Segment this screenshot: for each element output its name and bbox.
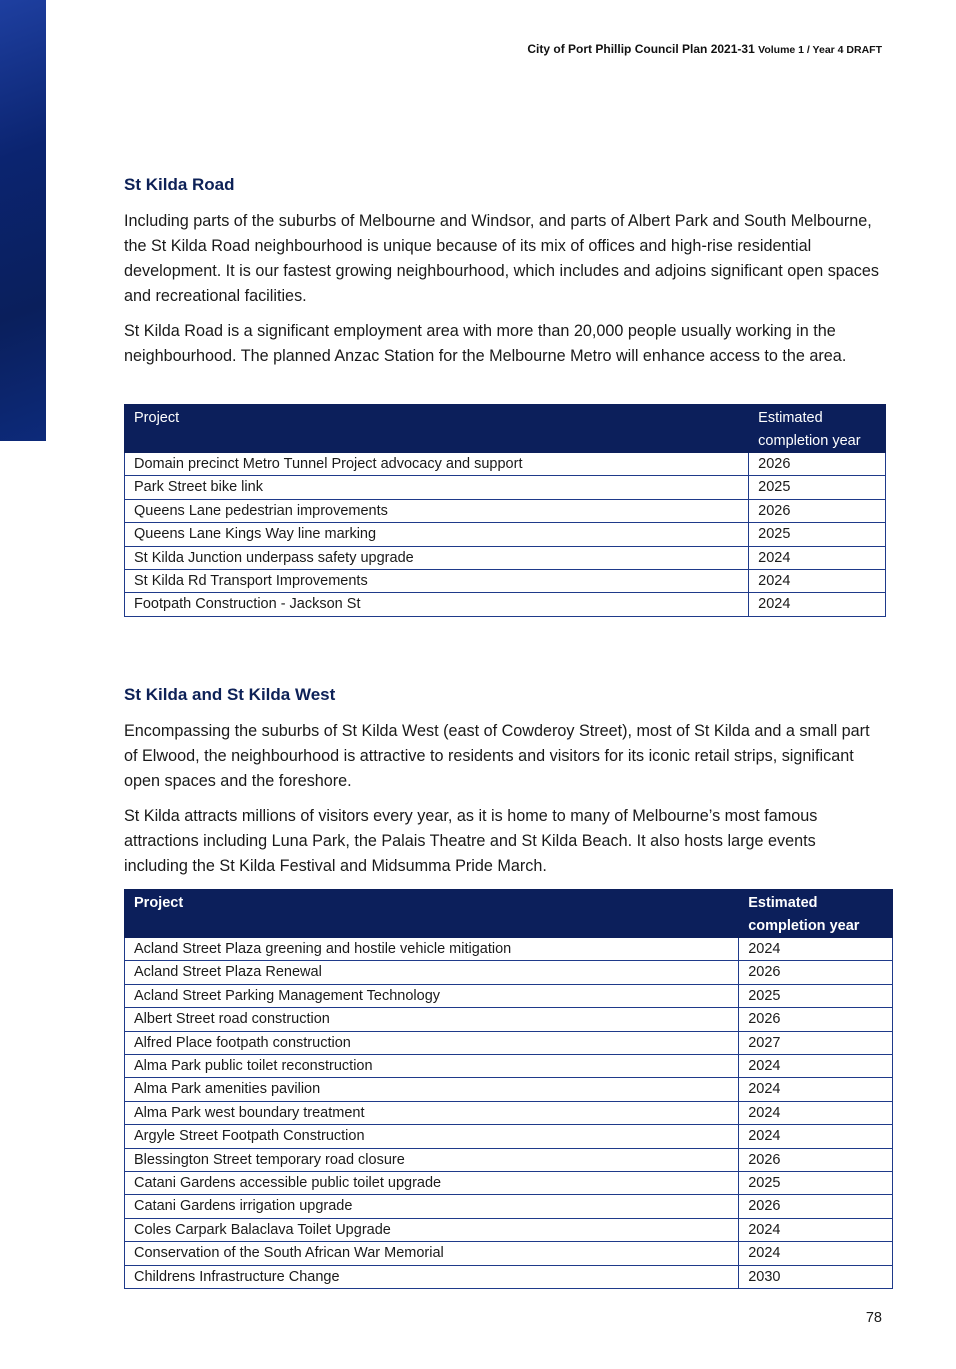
project-cell: Queens Lane pedestrian improvements (125, 499, 749, 522)
year-cell: 2026 (749, 499, 886, 522)
table-row (125, 453, 886, 476)
project-cell: Acland Street Plaza greening and hostile vehicle mitigation (125, 938, 739, 961)
project-cell: Domain precinct Metro Tunnel Project advocacy and support (125, 453, 749, 476)
table-row (125, 938, 893, 961)
year-cell: 2024 (739, 1242, 893, 1265)
table-row (125, 1125, 893, 1148)
project-cell: Argyle Street Footpath Construction (125, 1125, 739, 1148)
project-cell: St Kilda Rd Transport Improvements (125, 570, 749, 593)
table-row (125, 1218, 893, 1241)
table-row (125, 523, 886, 546)
project-cell: Conservation of the South African War Memorial (125, 1242, 739, 1265)
section1-paragraph-2: St Kilda Road is a significant employment area with more than 20,000 people usually working in the neighbourhood. The planned Anzac Station for the Melbourne Metro will enhance access to the area. (124, 322, 847, 365)
project-cell: Footpath Construction - Jackson St (125, 593, 749, 616)
year-cell: 2026 (739, 1195, 893, 1218)
page-header (527, 42, 882, 56)
st-kilda-road-projects-table (124, 404, 886, 617)
section2-paragraph-1: Encompassing the suburbs of St Kilda West (east of Cowderoy Street), most of St Kilda and a small part of Elwood, the neighbourhood is attractive to residents and visitors for its iconic retail strips, significant open spaces and the foreshore. (124, 722, 870, 790)
side-accent-bar (0, 0, 46, 441)
year-cell: 2024 (749, 570, 886, 593)
table-row (125, 1265, 893, 1288)
year-cell: 2026 (739, 961, 893, 984)
table-row (125, 1008, 893, 1031)
table-row (125, 546, 886, 569)
year-cell: 2024 (739, 1218, 893, 1241)
project-cell: Acland Street Parking Management Technology (125, 984, 739, 1007)
project-cell: Acland Street Plaza Renewal (125, 961, 739, 984)
year-cell: 2025 (739, 1172, 893, 1195)
year-cell: 2024 (749, 593, 886, 616)
header-subtitle: Volume 1 / Year 4 DRAFT (758, 44, 882, 56)
table-row (125, 499, 886, 522)
table-row (125, 1172, 893, 1195)
year-cell: 2027 (739, 1031, 893, 1054)
year-cell: 2024 (749, 546, 886, 569)
project-cell: Blessington Street temporary road closure (125, 1148, 739, 1171)
column-header-completion: Estimated completion year (749, 405, 886, 453)
year-cell: 2026 (739, 1148, 893, 1171)
project-cell: Alma Park public toilet reconstruction (125, 1055, 739, 1078)
table-header-row (125, 405, 886, 453)
year-cell: 2024 (739, 938, 893, 961)
column-header-project: Project (125, 890, 739, 938)
year-cell: 2025 (749, 523, 886, 546)
table-row (125, 961, 893, 984)
year-cell: 2024 (739, 1055, 893, 1078)
section1-paragraph-1: Including parts of the suburbs of Melbourne and Windsor, and parts of Albert Park and South Melbourne, the St Kilda Road neighbourhood is unique because of its mix of offices and high-rise residential development. It is our fastest growing neighbourhood, which includes and adjoins significant open spaces and recreational facilities. (124, 212, 879, 305)
column-header-project: Project (125, 405, 749, 453)
year-cell: 2025 (739, 984, 893, 1007)
project-cell: Albert Street road construction (125, 1008, 739, 1031)
table-row (125, 1078, 893, 1101)
year-cell: 2025 (749, 476, 886, 499)
table-row (125, 1195, 893, 1218)
table-row (125, 1031, 893, 1054)
table-row (125, 984, 893, 1007)
project-cell: Queens Lane Kings Way line marking (125, 523, 749, 546)
section-title-st-kilda-west: St Kilda and St Kilda West (124, 685, 336, 704)
section2-paragraph-2: St Kilda attracts millions of visitors every year, as it is home to many of Melbourne’s most famous attractions including Luna Park, the Palais Theatre and St Kilda Beach. It also hosts large events including the St Kilda Festival and Midsumma Pride March. (124, 807, 818, 875)
project-cell: St Kilda Junction underpass safety upgrade (125, 546, 749, 569)
column-header-completion: Estimated completion year (739, 890, 893, 938)
table-header-row (125, 890, 893, 938)
section-title-st-kilda-road: St Kilda Road (124, 175, 235, 194)
project-cell: Alma Park west boundary treatment (125, 1101, 739, 1124)
table-row (125, 570, 886, 593)
header-title: City of Port Phillip Council Plan 2021-31 (527, 42, 755, 56)
year-cell: 2026 (749, 453, 886, 476)
year-cell: 2024 (739, 1125, 893, 1148)
year-cell: 2026 (739, 1008, 893, 1031)
table-row (125, 1242, 893, 1265)
project-cell: Coles Carpark Balaclava Toilet Upgrade (125, 1218, 739, 1241)
table-row (125, 476, 886, 499)
project-cell: Catani Gardens accessible public toilet upgrade (125, 1172, 739, 1195)
table-row (125, 1148, 893, 1171)
project-cell: Alfred Place footpath construction (125, 1031, 739, 1054)
table-row (125, 1101, 893, 1124)
year-cell: 2030 (739, 1265, 893, 1288)
project-cell: Park Street bike link (125, 476, 749, 499)
project-cell: Alma Park amenities pavilion (125, 1078, 739, 1101)
table-row (125, 593, 886, 616)
page-number: 78 (865, 1310, 882, 1326)
table-row (125, 1055, 893, 1078)
project-cell: Catani Gardens irrigation upgrade (125, 1195, 739, 1218)
year-cell: 2024 (739, 1101, 893, 1124)
st-kilda-projects-table (124, 889, 893, 1289)
project-cell: Childrens Infrastructure Change (125, 1265, 739, 1288)
year-cell: 2024 (739, 1078, 893, 1101)
